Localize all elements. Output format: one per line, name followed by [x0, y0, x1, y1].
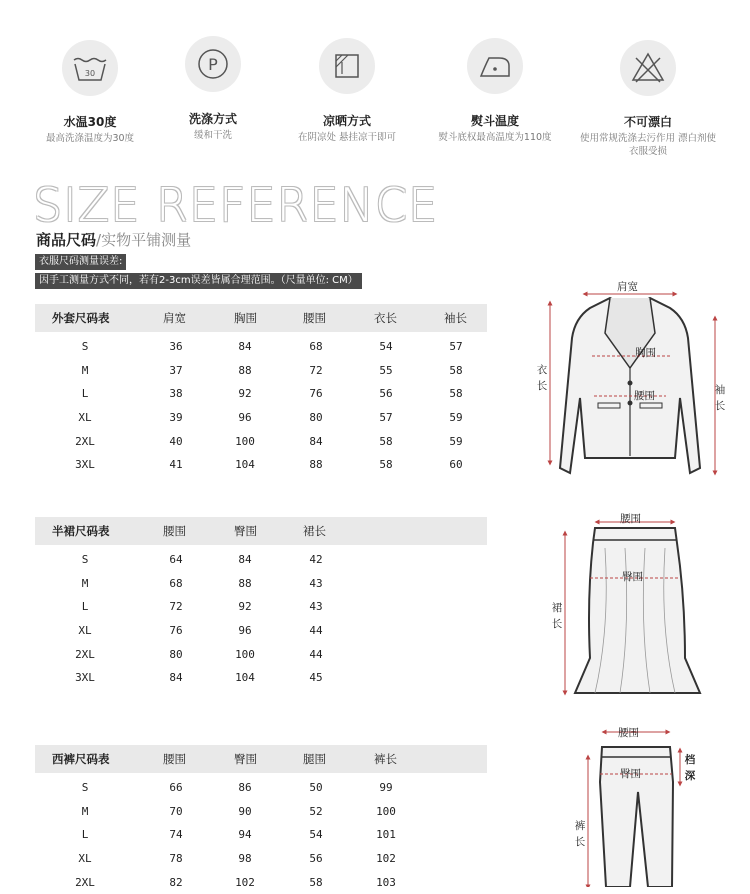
value-cell: 54 [309, 828, 323, 842]
table-header [35, 517, 487, 545]
value-cell: 58 [449, 387, 463, 401]
table-row [35, 382, 487, 406]
table-row [35, 430, 487, 454]
value-cell: 92 [238, 600, 252, 614]
header-cell: 腰围 [163, 524, 186, 538]
value-cell: 38 [169, 387, 183, 401]
table-row [35, 359, 487, 383]
value-cell: 44 [309, 647, 323, 661]
value-cell: 68 [309, 340, 323, 353]
table-row [35, 666, 487, 690]
value-cell: 57 [379, 411, 393, 425]
value-cell: 96 [238, 624, 252, 638]
header-cell: 半裙尺码表 [52, 524, 110, 538]
value-cell: 104 [235, 671, 255, 685]
value-cell: 39 [169, 411, 183, 425]
size-cell: L [81, 387, 89, 401]
care-title: 熨斗温度 [470, 114, 519, 128]
header-cell: 腿围 [303, 752, 326, 766]
hip-label: 臀围 [622, 571, 643, 583]
iron-icon [467, 38, 523, 94]
jacket-diagram [530, 278, 740, 493]
value-cell: 80 [309, 411, 323, 425]
value-cell: 92 [238, 387, 252, 401]
chest-label: 胸围 [635, 347, 656, 359]
value-cell: 100 [376, 804, 396, 818]
value-cell: 84 [169, 671, 183, 685]
value-cell: 102 [376, 852, 396, 866]
value-cell: 58 [379, 434, 393, 448]
value-cell: 99 [379, 781, 393, 794]
pants-illustration [560, 722, 740, 887]
subheading-light: /实物平铺测量 [96, 231, 192, 249]
shoulder-label: 肩宽 [617, 281, 638, 293]
value-cell: 103 [376, 875, 396, 889]
value-cell: 78 [169, 852, 183, 866]
value-cell: 84 [238, 553, 252, 566]
value-cell: 98 [238, 852, 252, 866]
table-header [35, 304, 487, 332]
size-cell: L [81, 600, 89, 614]
value-cell: 56 [379, 387, 393, 401]
value-cell: 72 [169, 600, 183, 614]
dry-clean-p-icon [185, 36, 241, 92]
value-cell: 84 [309, 434, 323, 448]
skirt-size-table [35, 517, 487, 690]
value-cell: 36 [169, 340, 183, 353]
value-cell: 60 [449, 458, 463, 472]
value-cell: 57 [449, 340, 463, 353]
care-title: 不可漂白 [623, 115, 672, 129]
value-cell: 84 [238, 340, 252, 353]
value-cell: 50 [309, 781, 323, 794]
size-cell: M [81, 363, 89, 377]
size-subheading [36, 229, 191, 250]
value-cell: 102 [235, 875, 255, 889]
value-cell: 56 [309, 852, 323, 866]
value-cell: 88 [238, 363, 252, 377]
skirt-length-label: 裙长 [551, 602, 563, 630]
subheading-bold: 商品尺码 [36, 231, 97, 249]
size-cell: S [81, 340, 89, 353]
dry-in-shade-icon [319, 38, 375, 94]
hip-label: 臀围 [620, 768, 641, 780]
waist-label: 腰围 [620, 513, 641, 525]
size-cell: XL [78, 411, 92, 425]
header-cell: 腰围 [303, 311, 326, 325]
value-cell: 100 [235, 434, 255, 448]
table-row [35, 619, 487, 643]
value-cell: 55 [379, 363, 393, 377]
table-row [35, 548, 487, 572]
table-row [35, 847, 487, 871]
length-label: 衣长 [536, 364, 548, 392]
svg-text:30: 30 [84, 69, 96, 78]
value-cell: 40 [169, 434, 183, 448]
value-cell: 82 [169, 875, 183, 889]
value-cell: 94 [238, 828, 252, 842]
care-title: 水温30度 [63, 115, 117, 129]
value-cell: 44 [309, 624, 323, 638]
header-cell: 衣长 [374, 311, 397, 325]
header-cell: 臀围 [234, 524, 257, 538]
care-title: 洗涤方式 [188, 112, 237, 126]
value-cell: 68 [169, 576, 183, 590]
jacket-illustration [530, 278, 740, 493]
table-header [35, 745, 487, 773]
value-cell: 70 [169, 804, 183, 818]
skirt-illustration [545, 508, 725, 703]
value-cell: 52 [309, 804, 323, 818]
care-desc: 在阴凉处 悬挂凉干即可 [297, 132, 397, 143]
size-cell: 2XL [75, 875, 95, 889]
header-cell: 腰围 [163, 752, 186, 766]
value-cell: 96 [238, 411, 252, 425]
header-cell: 裤长 [374, 752, 397, 766]
size-cell: 2XL [75, 647, 95, 661]
size-cell: XL [78, 624, 92, 638]
size-cell: XL [78, 852, 92, 866]
table-row [35, 595, 487, 619]
header-cell: 裙长 [303, 524, 326, 538]
table-row [35, 643, 487, 667]
size-cell: L [81, 828, 89, 842]
value-cell: 58 [379, 458, 393, 472]
value-cell: 72 [309, 363, 323, 377]
value-cell: 43 [309, 600, 323, 614]
pants-diagram [560, 722, 740, 887]
care-title: 凉晒方式 [322, 114, 371, 128]
size-cell: M [81, 576, 89, 590]
measure-note-2: 因手工测量方式不同，若有2-3cm误差皆属合理范围。（尺量单位: CM） [35, 273, 362, 289]
size-cell: S [81, 553, 89, 566]
size-cell: S [81, 781, 89, 794]
care-desc: 熨斗底权最高温度为110度 [438, 132, 552, 143]
value-cell: 100 [235, 647, 255, 661]
header-cell: 西裤尺码表 [52, 752, 110, 766]
table-row [35, 335, 487, 359]
size-reference-title: SIZE REFERENCE [33, 178, 439, 232]
no-bleach-icon [620, 40, 676, 96]
table-row [35, 453, 487, 477]
value-cell: 66 [169, 781, 183, 794]
svg-text:P: P [208, 55, 218, 74]
sleeve-label: 袖长 [714, 384, 726, 412]
size-cell: M [81, 804, 89, 818]
rise-label: 档深 [684, 754, 696, 782]
value-cell: 58 [309, 875, 323, 889]
care-iron-temp [420, 0, 570, 160]
size-cell: 2XL [75, 434, 95, 448]
value-cell: 88 [309, 458, 323, 472]
value-cell: 88 [238, 576, 252, 590]
size-cell: 3XL [75, 458, 95, 472]
care-dry-method [272, 0, 422, 160]
pants-size-table [35, 745, 487, 894]
value-cell: 104 [235, 458, 255, 472]
table-row [35, 776, 487, 800]
pants-length-label: 裤长 [574, 820, 586, 848]
skirt-diagram [545, 508, 725, 703]
value-cell: 80 [169, 647, 183, 661]
value-cell: 86 [238, 781, 252, 794]
header-cell: 肩宽 [163, 311, 186, 325]
value-cell: 59 [449, 434, 463, 448]
value-cell: 42 [309, 553, 323, 566]
wash-30-icon [62, 40, 118, 96]
care-desc: 缓和干洗 [193, 130, 232, 141]
table-row [35, 572, 487, 596]
header-cell: 袖长 [444, 311, 467, 325]
waist-label: 腰围 [634, 390, 655, 402]
value-cell: 37 [169, 363, 183, 377]
table-row [35, 406, 487, 430]
header-cell: 臀围 [234, 752, 257, 766]
value-cell: 74 [169, 828, 183, 842]
value-cell: 45 [309, 671, 323, 685]
value-cell: 76 [169, 624, 183, 638]
jacket-size-table [35, 304, 487, 477]
table-row [35, 871, 487, 894]
value-cell: 43 [309, 576, 323, 590]
value-cell: 58 [449, 363, 463, 377]
value-cell: 64 [169, 553, 183, 566]
value-cell: 90 [238, 804, 252, 818]
value-cell: 59 [449, 411, 463, 425]
value-cell: 54 [379, 340, 393, 353]
size-cell: 3XL [75, 671, 95, 685]
value-cell: 101 [376, 828, 396, 842]
header-cell: 外套尺码表 [52, 311, 110, 325]
care-desc: 使用常规洗涤去污作用 漂白剂使衣服受损 [579, 133, 717, 157]
table-row [35, 823, 487, 847]
measure-note-1: 衣服尺码测量误差: [35, 254, 126, 270]
value-cell: 41 [169, 458, 183, 472]
value-cell: 76 [309, 387, 323, 401]
header-cell: 胸围 [234, 311, 257, 325]
care-no-bleach [573, 0, 723, 160]
care-desc: 最高洗涤温度为30度 [45, 133, 135, 144]
care-wash-method [138, 0, 288, 160]
waist-label: 腰围 [618, 727, 639, 739]
table-row [35, 800, 487, 824]
